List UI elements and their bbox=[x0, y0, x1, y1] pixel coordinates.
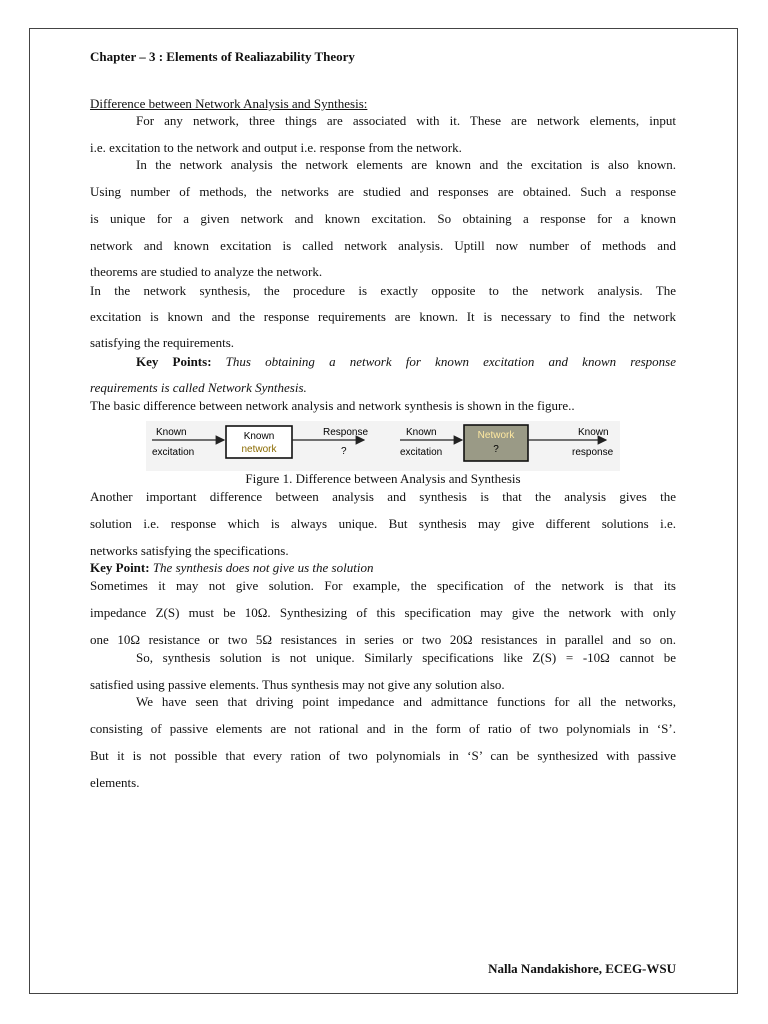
figure-caption: Figure 1. Difference between Analysis and Synthesis bbox=[245, 471, 521, 486]
synthesis-output-label-1: Known bbox=[578, 427, 609, 438]
paragraph-line: The basic difference between network analysis and network synthesis is shown in the figure.. bbox=[90, 398, 575, 413]
paragraph-line: For any network, three things are associated with it. These are network elements, input bbox=[136, 113, 676, 128]
paragraph-line: impedance Z(S) must be 10Ω. Synthesizing of this specification may give the network with only bbox=[90, 605, 676, 620]
analysis-input-label-1: Known bbox=[156, 427, 187, 438]
figure-background bbox=[146, 421, 620, 471]
paragraph-line: We have seen that driving point impedance and admittance functions for all the networks, bbox=[136, 694, 676, 709]
paragraph-line: In the network analysis the network elements are known and the excitation is also known. bbox=[136, 157, 676, 172]
paragraph-line: excitation is known and the response requirements are known. It is necessary to find the network bbox=[90, 309, 676, 324]
paragraph-line: Using number of methods, the networks are studied and responses are obtained. Such a response bbox=[90, 184, 676, 199]
paragraph-line: consisting of passive elements are not rational and in the form of ratio of two polynomials in ‘S’. bbox=[90, 721, 676, 736]
key-point-line bbox=[90, 560, 676, 576]
analysis-output-label-1: Response bbox=[323, 427, 369, 438]
paragraph-line: solution i.e. response which is always unique. But synthesis may give different solutions i.e. bbox=[90, 516, 676, 531]
paragraph-line: elements. bbox=[90, 775, 140, 790]
key-points-line bbox=[136, 354, 676, 370]
paragraph-line: Another important difference between analysis and synthesis is that the analysis gives the bbox=[90, 489, 676, 504]
known-network-label-2: network bbox=[241, 444, 277, 455]
analysis-input-label-2: excitation bbox=[152, 447, 195, 458]
section-heading: Difference between Network Analysis and Synthesis: bbox=[90, 96, 368, 111]
paragraph-line: theorems are studied to analyze the network. bbox=[90, 264, 323, 279]
paragraph-line: requirements is called Network Synthesis. bbox=[90, 380, 307, 395]
key-point-label: Key Point: bbox=[90, 560, 150, 575]
unknown-network-label-1: Network bbox=[477, 430, 515, 441]
known-network-label-1: Known bbox=[243, 431, 275, 442]
paragraph-line: satisfying the requirements. bbox=[90, 335, 235, 350]
paragraph-line: In the network synthesis, the procedure is exactly opposite to the network analysis. The bbox=[90, 283, 676, 298]
unknown-network-label-2: ? bbox=[493, 444, 499, 455]
synthesis-input-label-2: excitation bbox=[400, 447, 443, 458]
paragraph-line: So, synthesis solution is not unique. Similarly specifications like Z(S) = -10Ω cannot be bbox=[136, 650, 676, 665]
footer-author: Nalla Nandakishore, ECEG-WSU bbox=[488, 961, 676, 976]
chapter-title: Chapter – 3 : Elements of Realiazability Theory bbox=[90, 49, 355, 64]
paragraph-line: satisfied using passive elements. Thus synthesis may not give any solution also. bbox=[90, 677, 505, 692]
paragraph-line: network and known excitation is called network analysis. Uptill now number of methods and bbox=[90, 238, 676, 253]
paragraph-line: Sometimes it may not give solution. For example, the specification of the network is that its bbox=[90, 578, 676, 593]
paragraph-line: But it is not possible that every ration of two polynomials in ‘S’ can be synthesized with passive bbox=[90, 748, 676, 763]
analysis-output-label-2: ? bbox=[341, 446, 347, 457]
synthesis-output-label-2: response bbox=[572, 447, 614, 458]
paragraph-line: networks satisfying the specifications. bbox=[90, 543, 289, 558]
analysis-synthesis-diagram bbox=[146, 421, 620, 471]
key-points-text: Thus obtaining a network for known excitation and known response bbox=[225, 354, 676, 369]
key-points-label: Key Points: bbox=[136, 354, 212, 369]
key-point-text: The synthesis does not give us the solution bbox=[152, 560, 374, 575]
synthesis-input-label-1: Known bbox=[406, 427, 437, 438]
paragraph-line: is unique for a given network and known excitation. So obtaining a response for a known bbox=[90, 211, 676, 226]
paragraph-line: i.e. excitation to the network and output i.e. response from the network. bbox=[90, 140, 462, 155]
paragraph-line: one 10Ω resistance or two 5Ω resistances in series or two 20Ω resistances in parallel and so on. bbox=[90, 632, 676, 647]
